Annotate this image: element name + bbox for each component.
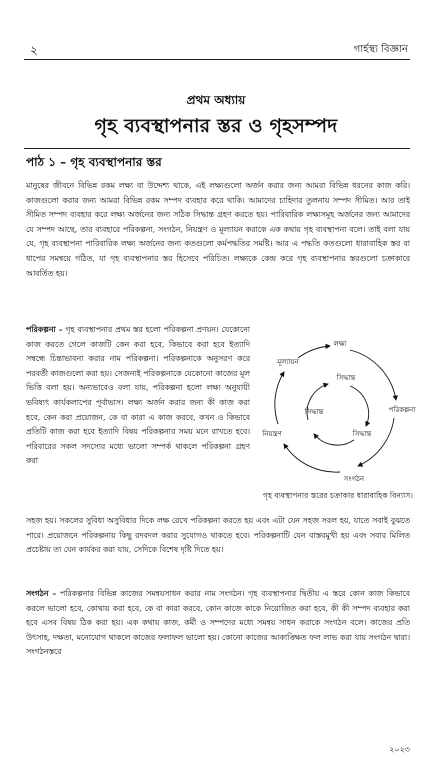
organizing-term: সংগঠন – (26, 589, 57, 598)
organizing-text: পরিকল্পনার বিভিন্ন কাজের সমন্বয়সাধন করার নাম সংগঠন। গৃহ ব্যবস্থাপনার দ্বিতীয় এ স্তরে কোন কাজ কিভাবে করলে ভালো হবে, কোথায় করা হবে, কে বা কারা করবে, কোন কাজে কাকে নিয়োজিত করা হবে, কী কী সম্পদ ব্যবহার করা হবে এসব বিষয় ঠিক করা হয়। এক কথায় কাজ, কর্মী ও সম্পদের মধ্যে সমন্বয় সাধন করাকে সংগঠন বলে। কাজের প্রতি উৎসাহ, দক্ষতা, মনোযোগ থাকলে কাজের ফলাফল ভালো হয়। কোনো কাজের আকাঙ্ক্ষিত ফল লাভ করা যায় সংগঠন দ্বারা। সংগঠনস্তরে (26, 589, 410, 657)
inner-arrow-1 (350, 386, 369, 426)
planning-paragraph (26, 323, 250, 511)
chapter-title: গৃহ ব্যবস্থাপনার স্তর ও গৃহসম্পদ (94, 115, 338, 137)
label-decision-left: সিদ্ধান্ত (304, 408, 324, 416)
planning-text: গৃহ ব্যবস্থাপনার প্রথম স্তর হলো পরিকল্পনা প্রণয়ন। যেকোনো কাজ করতে গেলে কাজটি কেন করা হবে, কিভাবে করা হবে ইত্যাদি সম্বন্ধে চিন্তাভাবনা করার নাম পরিকল্পনা। পরিকল্পনাকে অনুসরণ করে পরবর্তী কাজগুলো করা হয়। সেজন্যই পরিকল্পনাকে যেকোনো কাজের মূল ভিত্তি বলা হয়। অন্যভাবেও বলা যায়, পরিকল্পনা হলো লক্ষ্য অনুযায়ী ভবিষ্যৎ কার্যকলাপের পূর্বাভাস। লক্ষ্য অর্জন করার জন্য কী কাজ করা হবে, কেন করা প্রয়োজন, কে বা কারা এ কাজ করবে, কখন ও কিভাবে প্রতিটি কাজ করা হবে ইত্যাদি বিষয় পরিকল্পনার সময় মনে রাখতে হবে। পরিবারের সকল সদস্যের মধ্যে ভালো সম্পর্ক থাকলে পরিকল্পনা গ্রহণ করা (26, 325, 250, 466)
page-number: ২ (30, 43, 38, 57)
label-control: নিয়ন্ত্রণ (262, 430, 282, 438)
planning-term: পরিকল্পনা – (26, 325, 63, 334)
label-decision-right: সিদ্ধান্ত (352, 430, 372, 438)
label-organizing: সংগঠন (343, 475, 365, 483)
label-planning: পরিকল্পনা (388, 406, 416, 414)
diagram-caption: গৃহ ব্যবস্থাপনার স্তরের চক্রাকার ধারাবাহিক বিন্যাস। (262, 491, 413, 500)
lesson-rule (24, 148, 410, 149)
lesson-heading: পাঠ ১ – গৃহ ব্যবস্থাপনার স্তর (26, 155, 162, 169)
inner-arrow-2 (314, 434, 354, 445)
management-cycle-diagram (258, 336, 418, 506)
intro-paragraph: মানুষের জীবনে বিভিন্ন রকম লক্ষ্য বা উদ্দেশ্য থাকে, এই লক্ষ্যগুলো অর্জন করার জন্য আমরা বিভিন্ন ধরনের কাজ করি। কাজগুলো করার জন্য আমরা বিভিন্ন রকম সম্পদ ব্যবহার করে থাকি। আমাদের চাহিদার তুলনায় সম্পদ সীমিত। আর তাই সীমিত সম্পদ ব্যবহার করে লক্ষ্য অর্জনের জন্য সঠিক সিদ্ধান্ত গ্রহণ করতে হয়। পারিবারিক লক্ষ্যসমূহ অর্জনের জন্য আমাদের যে সম্পদ আছে, তার ব্যবহারে পরিকল্পনা, সংগঠন, নিয়ন্ত্রণ ও মূল্যায়ন করাকে এক কথায় গৃহ ব্যবস্থাপনা বলে। তাই বলা যায় যে, গৃহ ব্যবস্থাপনা পারিবারিক লক্ষ্য অর্জনের জন্য কতগুলো কর্মপদ্ধতির সমষ্টি। আর এ পদ্ধতি কতগুলো ধারাবাহিক স্তর বা ধাপের সমন্বয়ে গঠিত, যা গৃহ ব্যবস্থাপনার স্তর হিসেবে পরিচিত। লক্ষ্যকে কেন্দ্র করে গৃহ ব্যবস্থাপনার স্তরগুলো চক্রাকারে আবর্তিত হয়। (26, 181, 410, 278)
organizing-paragraph (26, 587, 410, 722)
label-goal: লক্ষ্য (333, 340, 347, 348)
footer-number: ২০২৩ (389, 745, 410, 754)
label-evaluation: মূল্যায়ন (277, 358, 299, 366)
planning-continuation: সহজ হয়। সকলের সুবিধা অসুবিধার দিকে লক্ষ রেখে পরিকল্পনা করতে হয় এবং এটা যেন সহজ সরল হয়, যাতে সবাই বুঝতে পারে। প্রয়োজনে পরিকল্পনায় কিছু রদবদল করার সুযোগও থাকতে হবে। পরিকল্পনাটি যেন বাস্তবমুখী হয় এবং সবার মিলিত প্রচেষ্টায় তা যেন কার্যকর করা যায়, সেদিকে বিশেষ দৃষ্টি দিতে হয়। (26, 516, 410, 555)
arrow-evaluation-goal (298, 346, 330, 358)
arrow-control-evaluation (275, 372, 284, 424)
arrow-planning-organizing (358, 418, 394, 466)
arrow-goal-planning (350, 350, 396, 400)
label-decision-top: সিদ্ধান্ত (336, 374, 356, 382)
header-rule (24, 59, 410, 60)
arrow-organizing-control (284, 444, 340, 472)
running-header: গার্হস্থ্য বিজ্ঞান (353, 44, 408, 55)
chapter-label: প্রথম অধ্যায় (186, 93, 246, 107)
cycle-svg (258, 336, 418, 486)
